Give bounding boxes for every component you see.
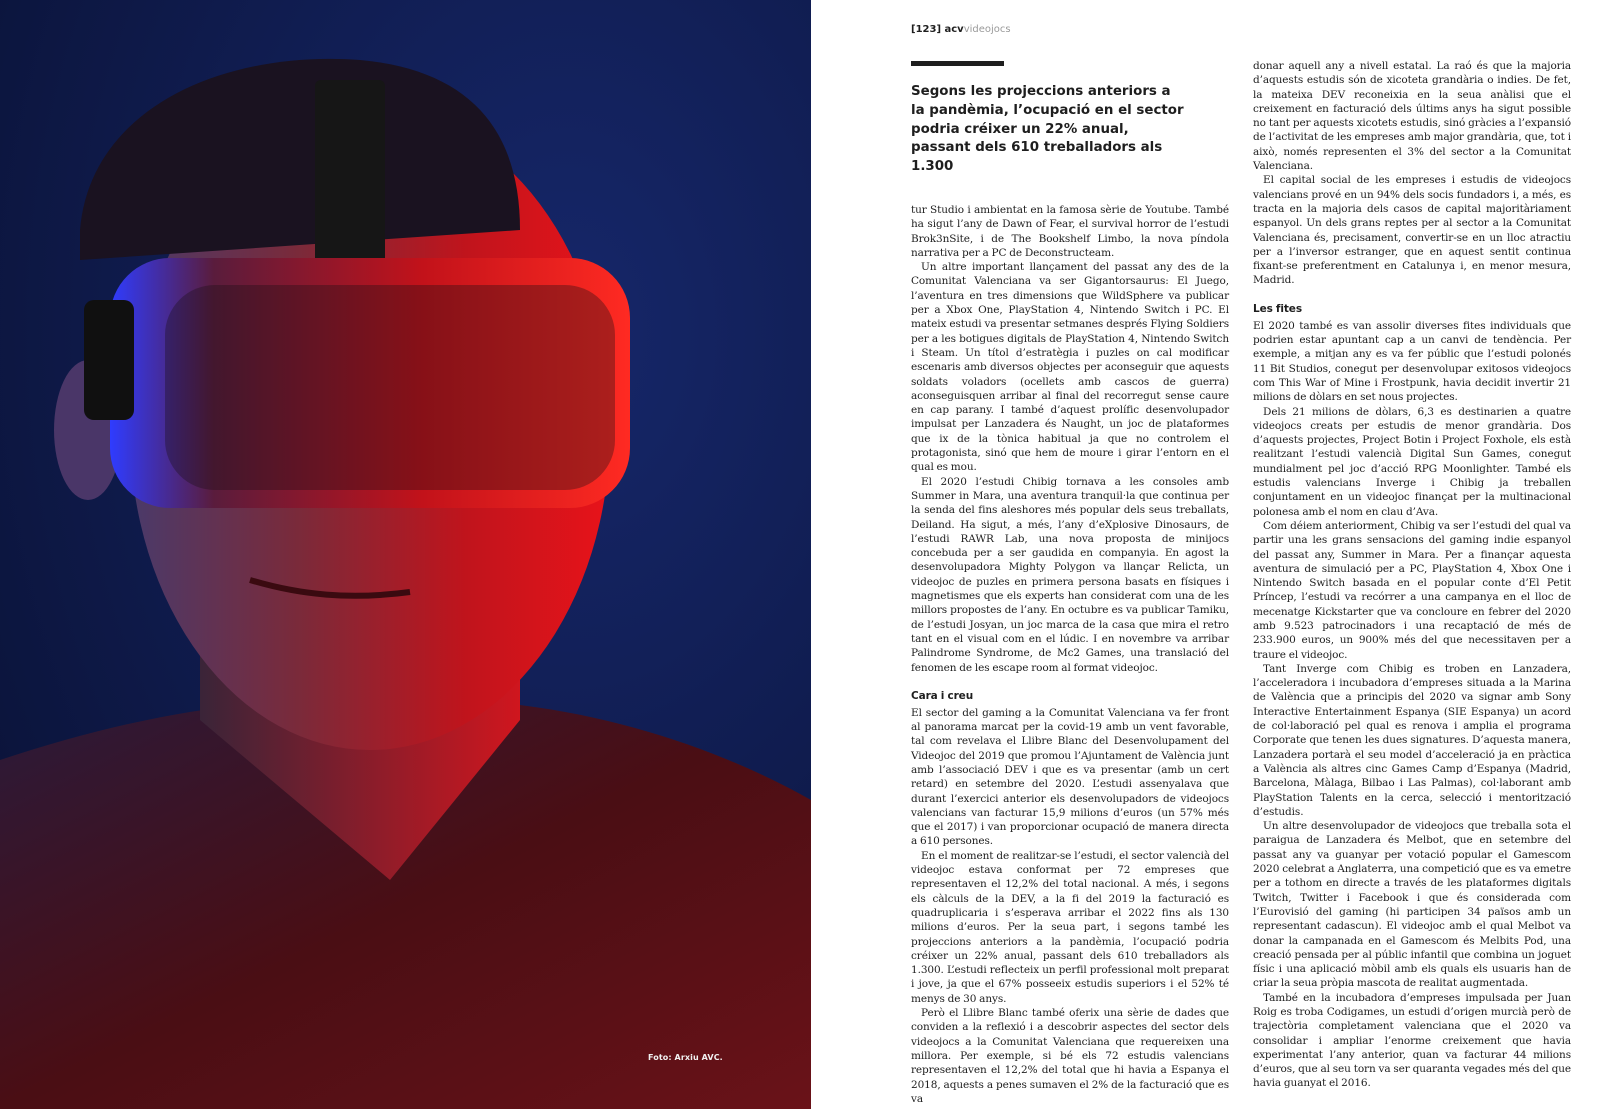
paragraph: Però el Llibre Blanc també oferix una sèrie de dades que conviden a la reflexió i a descobrir aspectes del sector dels videojocs a la Comunitat Valenciana que requereixen una millora. Per exemple, si bé els 72 estudis valencians representaven el 12,2% del total que hi havia a Espanya el 2018, aquests a penes sumaven el 2% de la facturació que es va <box>911 1007 1229 1105</box>
section-name: videojocs <box>963 24 1011 35</box>
pull-quote: Segons les projeccions anteriors a la pandèmia, l’ocupació en el sector podria créixer un 22% anual, passant dels 610 treballadors als 1.300 <box>911 84 1184 175</box>
paragraph: En el moment de realitzar-se l’estudi, el sector valencià del videojoc estava conformat per 72 empreses que representaven el 12,2% del total nacional. A més, i segons els càlculs de la DEV, a la fi del 2019 la facturació es quadruplicaria i s’esperava arribar el 2022 fins als 130 milions d’euros. Per la seua part, i segons també les projeccions anteriors a la pandèmia, l’ocupació podria créixer un 22% anual, passant dels 610 treballadors als 1.300. L’estudi reflecteix un perfil professional molt preparat i jove, ja que el 67% posseeix estudis superiors i el 52% té menys de 30 anys. <box>911 849 1229 1005</box>
paragraph: El capital social de les empreses i estudis de videojocs valencians prové en un 94% dels socis fundadors i, a més, es tracta en la majoria dels casos de capital majoritàriament espanyol. Un dels grans reptes per al sector a la Comunitat Valenciana és, precisament, convertir-se en un lloc atractiu per a l’inversor estranger, que en aquest sentit continua fixant-se preferentment en Catalunya i, en menor mesura, Madrid. <box>1253 174 1571 287</box>
paragraph: El sector del gaming a la Comunitat Valenciana va fer front al panorama marcat per la covid-19 amb un vent favorable, tal com revelava el Llibre Blanc del Desenvolupament del Videojoc del 2019 que promou l’Ajuntament de València junt amb l’associació DEV i que es va presentar (amb un cert retard) en setembre del 2020. L’estudi assenyalava que durant l’exercici anterior els desenvolupadors de videojocs valencians van facturar 15,9 milions d’euros (un 57% més que el 2017) i van proporcionar ocupació de manera directa a 610 persones. <box>911 706 1229 848</box>
section-heading: Les fites <box>1253 302 1302 315</box>
article-column-right <box>1253 59 1571 1091</box>
paragraph: Un altre desenvolupador de videojocs que treballa sota el paraigua de Lanzadera és Melbot, que en setembre del passat any va guanyar per votació popular el Gamescom 2020 celebrat a Anglaterra, una competició que es va emetre per a tothom en directe a través de les plataformes digitals Twitch, Twitter i Facebook i que és considerada com l’Eurovisió del gaming (hi participen 34 països amb un representant cadascun). El videojoc amb el qual Melbot va donar la campanada en el Gamescom és Melbits Pod, una creació pensada per al públic infantil que combina un joguet físic i una aplicació mòbil amb els quals els usuaris han de criar la seua pròpia mascota de realitat augmentada. <box>1253 820 1571 990</box>
section-heading: Cara i creu <box>911 689 974 702</box>
pull-quote-rule <box>911 61 1004 66</box>
paragraph: donar aquell any a nivell estatal. La raó és que la majoria d’aquests estudis són de xicoteta grandària o indies. De fet, la mateixa DEV reconeixia en la seua anàlisi que el creixement en facturació dels últims anys ha sigut possible no tant per aquests xicotets estudis, sinó gràcies a l’expansió de l’activitat de les empreses amb major grandària, que, tot i això, només representen el 3% del sector a la Comunitat Valenciana. <box>1253 60 1571 173</box>
article-column-left <box>911 203 1229 1106</box>
page-folio <box>911 24 1011 35</box>
paragraph: tur Studio i ambientat en la famosa sèrie de Youtube. També ha sigut l’any de Dawn of Fear, el survival horror de l’estudi Brok3nSite, i de The Bookshelf Limbo, la nova píndola narrativa per a PC de Deconstructeam. <box>911 204 1229 259</box>
paragraph: El 2020 també es van assolir diverses fites individuals que podrien estar apuntant cap a un canvi de tendència. Per exemple, a mitjan any es va fer públic que l’estudi polonés 11 Bit Studios, conegut per desenvolupar exitosos videojocs com This War of Mine i Frostpunk, havia decidit invertir 21 milions de dòlars en set nous projectes. <box>1253 319 1571 404</box>
paragraph: El 2020 l’estudi Chibig tornava a les consoles amb Summer in Mara, una aventura tranquil·la que continua per la senda del fins aleshores més popular dels seus treballats, Deiland. Ha sigut, a més, l’any d’eXplosive Dinosaurs, de l’estudi RAWR Lab, una nova proposta de minijocs concebuda per a ser gaudida en companyia. En agost la desenvolupadora Mighty Polygon va llançar Relicta, un videojoc de puzles en primera persona basats en físiques i magnetismes que els experts han considerat com una de les millors propostes de l’any. En octubre es va publicar Tamiku, de l’estudi Josyan, un joc marca de la casa que mira el retro tant en el visual com en el lúdic. I en novembre va arribar Palindrome Syndrome, de Mc2 Games, una translació del fenomen de les escape room al format videojoc. <box>911 475 1229 674</box>
paragraph: També en la incubadora d’empreses impulsada per Juan Roig es troba Codigames, un estudi d’origen murcià però de trajectòria completament valenciana que el 2020 va consolidar i ampliar l’enorme creixement que havia experimentat l’any anterior, quan va facturar 44 milions d’euros, que al seu torn va ser quaranta vegades més del que havia guanyat el 2016. <box>1253 991 1571 1090</box>
paragraph: Un altre important llançament del passat any des de la Comunitat Valenciana va ser Gigantorsaurus: El Juego, l’aventura en tres dimensions que WildSphere va publicar per a Xbox One, PlayStation 4, Nintendo Switch i PC. El mateix estudi va presentar setmanes després Flying Soldiers per a les botigues digitals de PlayStation 4, Nintendo Switch i Steam. Un títol d’estratègia i puzles on cal modificar escenaris amb diversos objectes per aconseguir que aquests soldats voladors (ocellets amb cascos de guerra) aconseguisquen arribar al final del recorregut sense caure en cap parany. I també d’aquest prolífic desenvolupador impulsat per Lanzadera és Naught, un joc de plataformes que ix de la tònica habitual ja que no controlem el protagonista, sinó que hem de moure i girar l’entorn en el qual es mou. <box>911 261 1229 474</box>
brand-name: acv <box>944 24 964 35</box>
photo-credit: Foto: Arxiu AVC. <box>648 1053 723 1062</box>
page-number: [123] <box>911 24 942 35</box>
paragraph: Com déiem anteriorment, Chibig va ser l’estudi del qual va partir una les grans sensacions del gaming indie espanyol del passat any, Summer in Mara. Per a finançar aquesta aventura de simulació per a PC, PlayStation 4, Xbox One i Nintendo Switch basada en el popular conte d’El Petit Príncep, l’estudi va recórrer a una campanya en el lloc de mecenatge Kickstarter que va concloure en febrer del 2020 amb 9.523 patrocinadors i una recaptació de més de 233.900 euros, un 900% més del que necessitaven per a traure el videojoc. <box>1253 519 1571 661</box>
paragraph: Dels 21 milions de dòlars, 6,3 es destinarien a quatre videojocs creats per estudis de menor grandària. Dos d’aquests projectes, Project Botin i Project Foxhole, els està realitzant l’estudi valencià Digital Sun Games, conegut mundialment pel joc d’acció RPG Moonlighter. També els estudis valencians Inverge i Chibig ja treballen conjuntament en un videojoc finançat per la multinacional polonesa amb el nom en clau d’Ava. <box>1253 405 1571 518</box>
paragraph: Tant Inverge com Chibig es troben en Lanzadera, l’acceleradora i incubadora d’empreses situada a la Marina de València que a principis del 2020 va signar amb Sony Interactive Entertainment Espanya (SIE Espanya) un acord de col·laboració pel qual es renova i amplia el programa Corporate que tenen les dues signatures. D’aquesta manera, Lanzadera portarà el seu model d’acceleració ja en pràctica a València als altres cinc Games Camp d’Espanya (Madrid, Barcelona, Màlaga, Bilbao i Las Palmas), col·laborant amb PlayStation Talents en la cerca, selecció i mentorització d’estudis. <box>1253 662 1571 818</box>
